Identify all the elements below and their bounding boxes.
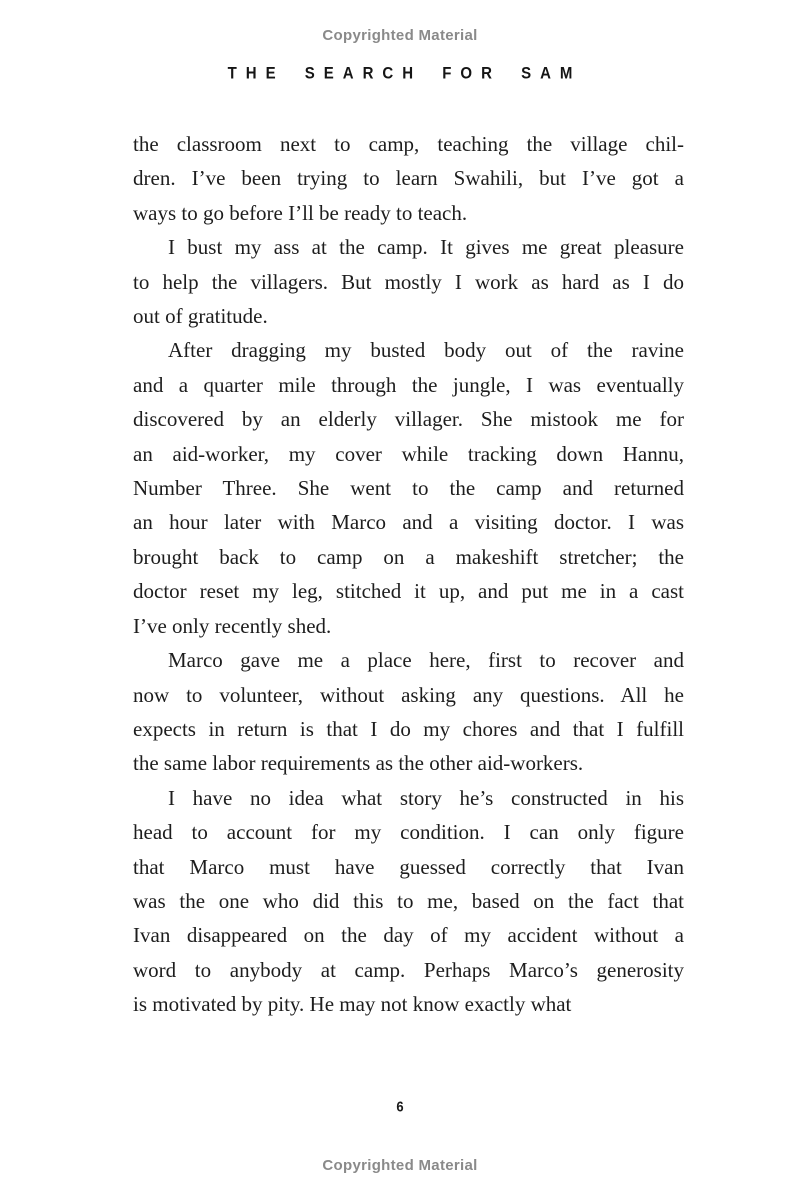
running-head-title: THE SEARCH FOR SAM [227,64,582,83]
paragraph [133,781,684,1022]
body-line: I bust my ass at the camp. It gives me great pleasure [168,235,684,260]
body-line: was the one who did this to me, based on the fact that [133,888,684,913]
body-line: doctor reset my leg, stitched it up, and put me in a cast [133,579,684,604]
body-line: word to anybody at camp. Perhaps Marco’s generosity [133,957,684,982]
body-line: ways to go before I’ll be ready to teach. [133,200,468,225]
paragraph [133,230,684,333]
body-line: After dragging my busted body out of the ravine [168,338,684,363]
body-line: I’ve only recently shed. [133,613,332,638]
body-line: an aid-worker, my cover while tracking down Hannu, [133,441,684,466]
body-line: Ivan disappeared on the day of my accident without a [133,923,684,948]
page-number: 6 [396,1098,404,1115]
body-line: that Marco must have guessed correctly that Ivan [133,854,684,879]
body-line: I have no idea what story he’s constructed in his [168,785,684,810]
body-line: expects in return is that I do my chores and that I fulfill [133,716,684,741]
body-line: is motivated by pity. He may not know exactly what [133,992,572,1017]
body-line: to help the villagers. But mostly I work as hard as I do [133,269,684,294]
body-line: discovered by an elderly villager. She mistook me for [133,407,684,432]
body-line: an hour later with Marco and a visiting doctor. I was [133,510,684,535]
body-line: dren. I’ve been trying to learn Swahili, but I’ve got a [133,166,684,191]
body-line: out of gratitude. [133,304,268,329]
body-text [133,127,684,1022]
copyright-notice-top: Copyrighted Material [322,27,478,44]
body-line: the same labor requirements as the other aid-workers. [133,751,584,776]
body-line: now to volunteer, without asking any questions. All he [133,682,684,707]
body-line: and a quarter mile through the jungle, I was eventually [133,372,684,397]
paragraph [133,127,684,230]
copyright-notice-bottom: Copyrighted Material [322,1157,478,1174]
paragraph [133,643,684,781]
body-line: the classroom next to camp, teaching the village chil- [133,132,684,156]
body-line: Marco gave me a place here, first to recover and [168,648,684,673]
body-line: brought back to camp on a makeshift stretcher; the [133,544,684,569]
paragraph [133,333,684,643]
body-line: head to account for my condition. I can only figure [133,820,684,845]
body-line: Number Three. She went to the camp and returned [133,476,684,501]
